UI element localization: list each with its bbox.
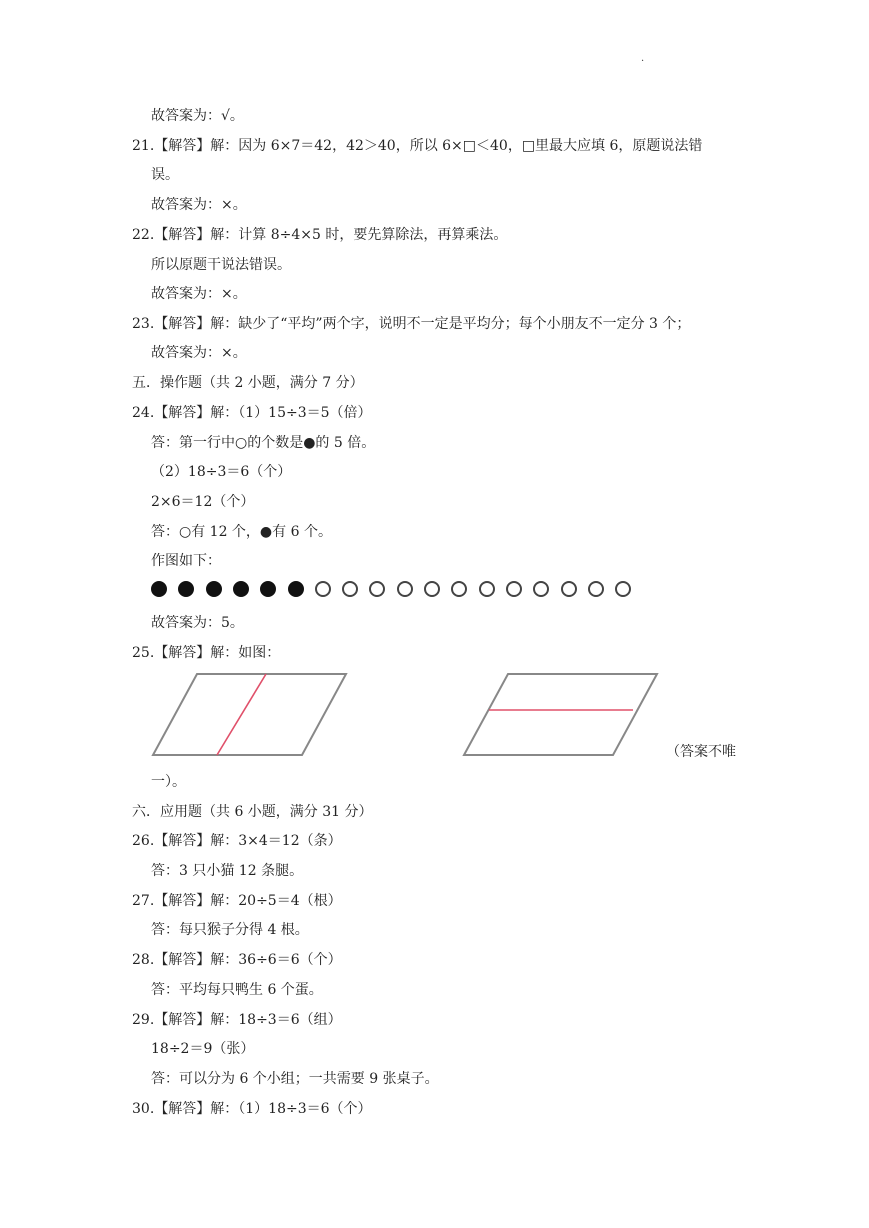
filled-circle (260, 581, 276, 597)
q24-part-2-calc: 2×6＝12（个） (151, 494, 255, 510)
filled-circle (233, 581, 249, 597)
filled-circle (178, 581, 194, 597)
q24-solution: 24.【解答】解：（1）15÷3＝5（倍） (132, 405, 372, 421)
parallelogram-horizontal-cut (461, 672, 661, 758)
q22-solution: 22.【解答】解：计算 8÷4×5 时，要先算除法，再算乘法。 (132, 227, 508, 243)
q24-part-2: （2）18÷3＝6（个） (151, 464, 292, 480)
q21-solution: 21.【解答】解：因为 6×7＝42，42＞40，所以 6×□＜40，□里最大应填 6，原题说法错 (132, 138, 703, 154)
parallelogram-vertical-cut (150, 672, 350, 758)
open-circle (397, 581, 413, 597)
section-five-heading: 五．操作题（共 2 小题，满分 7 分） (132, 375, 364, 391)
answer-line-20: 故答案为：√。 (151, 108, 244, 124)
q21-solution-cont: 误。 (151, 167, 179, 183)
open-circle (342, 581, 358, 597)
section-six-heading: 六．应用题（共 6 小题，满分 31 分） (132, 804, 373, 820)
q27-answer: 答：每只猴子分得 4 根。 (151, 922, 309, 938)
open-circle (533, 581, 549, 597)
open-circle (479, 581, 495, 597)
q26-solution: 26.【解答】解：3×4＝12（条） (132, 833, 342, 849)
open-circle (615, 581, 631, 597)
parallelogram-outline (153, 674, 346, 755)
open-circle (369, 581, 385, 597)
q24-drawing-label: 作图如下： (151, 553, 221, 569)
open-circle (451, 581, 467, 597)
q29-answer: 答：可以分为 6 个小组；一共需要 9 张桌子。 (151, 1071, 439, 1087)
q23-answer: 故答案为：×。 (151, 345, 247, 361)
divider-line (217, 674, 266, 755)
q23-solution: 23.【解答】解：缺少了“平均”两个字，说明不一定是平均分；每个小朋友不一定分 3 个； (132, 316, 691, 332)
q21-answer: 故答案为：×。 (151, 197, 247, 213)
filled-circle (151, 581, 167, 597)
q28-answer: 答：平均每只鸭生 6 个蛋。 (151, 982, 323, 998)
q29-solution: 29.【解答】解：18÷3＝6（组） (132, 1012, 342, 1028)
q29-calc: 18÷2＝9（张） (151, 1041, 255, 1057)
filled-circle (206, 581, 222, 597)
q24-final-answer: 故答案为：5。 (151, 615, 244, 631)
open-circle (506, 581, 522, 597)
q27-solution: 27.【解答】解：20÷5＝4（根） (132, 893, 342, 909)
q30-solution: 30.【解答】解：（1）18÷3＝6（个） (132, 1101, 372, 1117)
q25-solution: 25.【解答】解：如图： (132, 645, 281, 661)
q22-solution-cont: 所以原题干说法错误。 (151, 257, 291, 273)
filled-circle (288, 581, 304, 597)
q24-answer-1: 答：第一行中○的个数是●的 5 倍。 (151, 435, 376, 451)
q26-answer: 答：3 只小猫 12 条腿。 (151, 863, 304, 879)
open-circle (561, 581, 577, 597)
open-circle (424, 581, 440, 597)
open-circle (315, 581, 331, 597)
open-circle (588, 581, 604, 597)
parallelogram-outline (464, 674, 657, 755)
q25-note-cont: 一）。 (151, 774, 186, 790)
q25-note: （答案不唯 (666, 744, 736, 760)
q28-solution: 28.【解答】解：36÷6＝6（个） (132, 952, 342, 968)
page-marker: · (641, 56, 645, 67)
q24-answer-2: 答：○有 12 个，●有 6 个。 (151, 524, 332, 540)
q22-answer: 故答案为：×。 (151, 286, 247, 302)
